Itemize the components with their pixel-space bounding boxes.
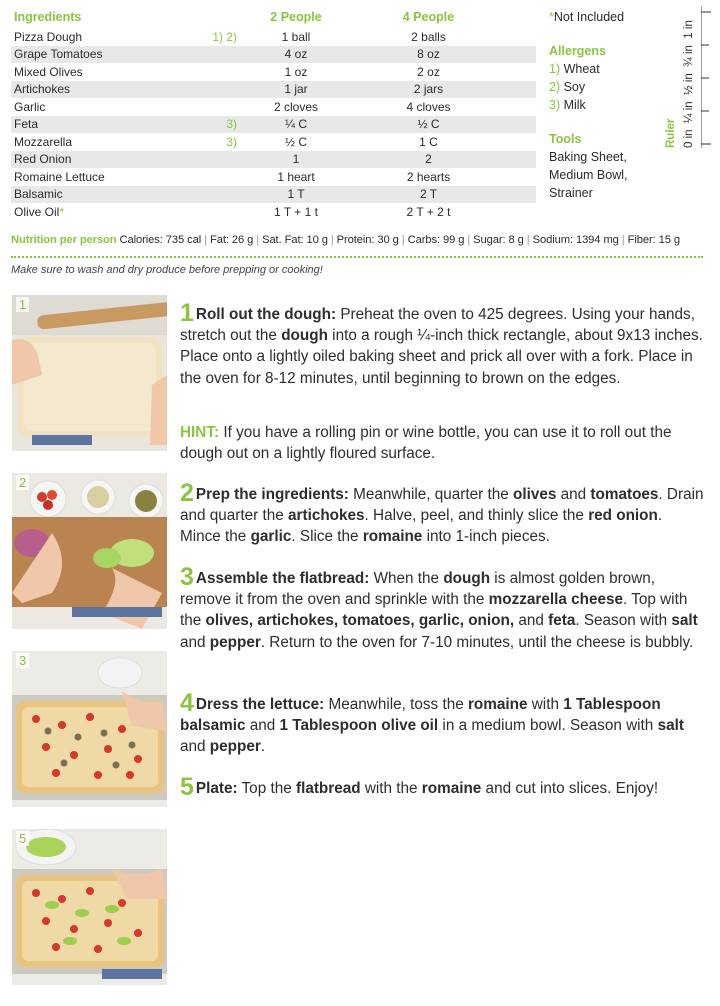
- allergen-item: [549, 96, 669, 114]
- allergen-number: 3): [549, 98, 564, 112]
- step-text: with: [527, 696, 564, 713]
- step-photo-3: [12, 651, 167, 807]
- qty-four-people: 2 T + 2 t: [406, 204, 451, 219]
- step-text: . Mince the: [180, 507, 663, 546]
- step-number: 1: [180, 299, 194, 327]
- step-title: Prep the ingredients:: [195, 486, 349, 503]
- step-emphasis: romaine: [467, 696, 528, 713]
- qty-two-people: 1: [292, 152, 300, 167]
- qty-two-people: 4 oz: [284, 47, 308, 62]
- ingredient-row: [11, 133, 536, 151]
- step-text: into 1-inch pieces.: [422, 528, 550, 546]
- step-emphasis: olives, artichokes, tomatoes, garlic, onion,: [205, 612, 515, 630]
- hint-text: If you have a rolling pin or wine bottle, you can use it to roll out the dough out on a lightly floured surface.: [180, 424, 672, 463]
- step-emphasis: dough: [281, 327, 328, 345]
- ingredient-name: Feta: [14, 117, 39, 132]
- step-text: Meanwhile, quarter the: [348, 486, 514, 503]
- nutrition-separator: |: [204, 234, 207, 246]
- hint-label: HINT:: [180, 424, 220, 441]
- four-people-header: 4 People: [402, 10, 455, 24]
- hint: [180, 422, 705, 464]
- ingredient-rows: [11, 28, 536, 221]
- two-people-header: 2 People: [270, 10, 322, 24]
- step-3: [180, 563, 705, 653]
- nutrition-item: Sugar: 8 g: [473, 234, 524, 246]
- allergen-list: [549, 60, 669, 114]
- ingredient-name: Balsamic: [14, 187, 63, 202]
- ingredient-name: Pizza Dough: [14, 29, 83, 44]
- step-photo-5: [12, 829, 167, 985]
- tools-title: Tools: [549, 132, 582, 146]
- ingredient-row: [11, 81, 536, 99]
- step-emphasis: pepper: [209, 633, 261, 651]
- ingredient-name: Artichokes: [14, 82, 71, 97]
- nutrition-item: Sodium: 1394 mg: [532, 234, 619, 246]
- step-emphasis: tomatoes: [590, 486, 659, 503]
- step-emphasis: feta: [548, 612, 576, 630]
- step-title: Assemble the flatbread:: [195, 570, 370, 587]
- ingredient-row: [11, 98, 536, 116]
- step-text: Preheat the oven to 425 degrees. Using your hands, stretch out the: [180, 306, 695, 345]
- step-text: and: [556, 486, 591, 503]
- qty-four-people: ½ C: [417, 117, 440, 132]
- tool-item: Baking Sheet,: [549, 150, 627, 164]
- step-1: [180, 299, 705, 389]
- qty-two-people: 2 cloves: [273, 99, 319, 114]
- ruler-scale: 0 in ¼ in ½ in ¾ in 1 in: [683, 20, 695, 148]
- not-included-mark: *: [549, 10, 554, 24]
- qty-two-people: 1 ball: [281, 29, 311, 44]
- ingredient-name: Olive Oil*: [14, 204, 65, 219]
- nutrition-separator: |: [526, 234, 530, 246]
- ingredient-allergen: 1) 2): [212, 29, 237, 44]
- qty-four-people: 8 oz: [417, 47, 440, 62]
- photo-number: 3: [16, 653, 29, 668]
- nutrition-label: Nutrition per person: [11, 234, 120, 246]
- nutrition-separator: |: [401, 234, 405, 246]
- not-included-label: Not Included: [553, 10, 625, 24]
- qty-four-people: 4 cloves: [406, 99, 451, 114]
- ingredients-table: [11, 6, 536, 221]
- ruler-label: Ruler: [665, 118, 677, 148]
- photo-number: 2: [16, 475, 29, 490]
- photo-number: 5: [16, 831, 29, 846]
- ingredient-row: [11, 116, 536, 134]
- step-text: is almost golden brown, remove it from the oven and sprinkle with the: [180, 570, 655, 609]
- nutrition-separator: |: [330, 234, 334, 246]
- step-emphasis: salt: [671, 612, 698, 630]
- ingredient-name: Mozzarella: [14, 134, 73, 149]
- step-photo-1: [12, 295, 167, 451]
- allergen-number: 1): [549, 62, 564, 76]
- nutrition-item: Fiber: 15 g: [627, 234, 680, 246]
- nutrition-separator: |: [621, 234, 625, 246]
- step-4: [180, 689, 705, 758]
- side-info: [549, 8, 669, 200]
- step-text: and: [245, 717, 280, 735]
- step-emphasis: dough: [443, 570, 491, 587]
- qty-two-people: 1 oz: [284, 64, 308, 79]
- ingredient-row: [11, 151, 536, 169]
- qty-two-people: 1 heart: [277, 169, 315, 184]
- qty-two-people: ¼ C: [284, 117, 307, 132]
- allergen-name: Wheat: [563, 62, 600, 76]
- step-5: [180, 773, 705, 801]
- ingredient-name: Grape Tomatoes: [14, 47, 103, 62]
- nutrition-item: Protein: 30 g: [336, 234, 399, 246]
- ingredient-row: [11, 168, 536, 186]
- step-title: Plate:: [195, 780, 238, 797]
- step-title: Dress the lettuce:: [195, 696, 325, 713]
- step-text: .: [260, 738, 266, 756]
- ingredients-header: [11, 6, 536, 28]
- wash-note: Make sure to wash and dry produce before prepping or cooking!: [11, 264, 323, 276]
- step-text: . Halve, peel, and thinly slice the: [364, 507, 589, 525]
- allergen-number: 2): [549, 80, 564, 94]
- step-text: and: [180, 633, 210, 651]
- step-emphasis: salt: [657, 717, 684, 735]
- not-included-mark: *: [59, 204, 65, 219]
- step-emphasis: olives: [513, 486, 557, 503]
- step-emphasis: garlic: [250, 528, 292, 546]
- qty-four-people: 2 hearts: [406, 169, 451, 184]
- allergen-item: [549, 78, 669, 96]
- nutrition-separator: |: [467, 234, 471, 246]
- not-included-note: [549, 8, 669, 26]
- step-emphasis: artichokes: [288, 507, 365, 525]
- step-text: . Top with the: [180, 591, 688, 630]
- step-body: [238, 780, 659, 797]
- ingredient-name: Red Onion: [14, 152, 72, 167]
- ingredient-name: Romaine Lettuce: [14, 169, 105, 184]
- step-2: [180, 479, 705, 548]
- nutrition-bar: [11, 234, 711, 246]
- step-text: . Season with: [575, 612, 672, 630]
- tool-item: Medium Bowl, Strainer: [549, 168, 628, 200]
- step-text: and cut into slices. Enjoy!: [481, 780, 659, 797]
- step-number: 5: [180, 773, 194, 801]
- qty-two-people: 1 T: [287, 187, 305, 202]
- qty-four-people: 2: [425, 152, 432, 167]
- ingredient-allergen: 3): [226, 117, 237, 132]
- ingredient-row: [11, 28, 536, 46]
- step-text: with the: [360, 780, 422, 797]
- step-text: . Drain and quarter the: [180, 486, 704, 525]
- step-number: 4: [180, 689, 194, 717]
- step-text: and: [180, 738, 210, 756]
- qty-four-people: 1 C: [419, 134, 438, 149]
- allergens-title: Allergens: [549, 44, 606, 58]
- ruler: [665, 6, 715, 148]
- allergen-name: Milk: [563, 98, 586, 112]
- step-text: . Slice the: [291, 528, 363, 546]
- allergen-name: Soy: [563, 80, 586, 94]
- step-emphasis: pepper: [209, 738, 261, 756]
- step-number: 3: [180, 563, 194, 591]
- ingredient-name: Garlic: [14, 99, 46, 114]
- dotted-divider: [11, 256, 703, 258]
- nutrition-item: Fat: 26 g: [210, 234, 254, 246]
- step-emphasis: romaine: [421, 780, 482, 797]
- nutrition-item: Sat. Fat: 10 g: [262, 234, 328, 246]
- step-emphasis: 1 Tablespoon olive oil: [279, 717, 439, 735]
- ingredient-allergen: 3): [226, 134, 237, 149]
- qty-two-people: 1 T + 1 t: [274, 204, 318, 219]
- ingredient-row: [11, 186, 536, 204]
- photo-number: 1: [16, 297, 29, 312]
- nutrition-separator: |: [256, 234, 260, 246]
- step-photo-2: [12, 473, 167, 629]
- step-text: and: [514, 612, 549, 630]
- ingredient-row: [11, 46, 536, 64]
- step-emphasis: flatbread: [295, 780, 361, 797]
- qty-two-people: ½ C: [284, 134, 307, 149]
- qty-four-people: 2 oz: [417, 64, 440, 79]
- step-text: Meanwhile, toss the: [324, 696, 468, 713]
- ruler-ticks: [701, 6, 713, 148]
- step-emphasis: red onion: [588, 507, 658, 525]
- step-number: 2: [180, 479, 194, 507]
- step-emphasis: 1 Tablespoon balsamic: [180, 696, 661, 735]
- step-text: . Return to the oven for 7-10 minutes, until the cheese is bubbly.: [260, 633, 694, 651]
- qty-four-people: 2 balls: [411, 29, 446, 44]
- ingredient-row: [11, 203, 536, 221]
- step-text: When the: [369, 570, 444, 587]
- step-title: Roll out the dough:: [195, 306, 337, 323]
- step-emphasis: mozzarella cheese: [488, 591, 623, 609]
- step-emphasis: romaine: [362, 528, 423, 546]
- allergen-item: [549, 60, 669, 78]
- step-text: into a rough ¼-inch thick rectangle, about 9x13 inches. Place onto a lightly oiled baking sheet and prick all over with a fork. Place in the oven for 8-12 minutes, until beginning to brown on the edges.: [180, 327, 703, 387]
- step-text: in a medium bowl. Season with: [438, 717, 658, 735]
- ingredient-row: [11, 63, 536, 81]
- nutrition-item: Calories: 735 cal: [119, 234, 202, 246]
- nutrition-item: Carbs: 99 g: [407, 234, 465, 246]
- ingredients-title: Ingredients: [14, 10, 82, 24]
- qty-four-people: 2 jars: [413, 82, 444, 97]
- qty-four-people: 2 T: [419, 187, 438, 202]
- qty-two-people: 1 jar: [284, 82, 308, 97]
- ingredient-name: Mixed Olives: [14, 64, 83, 79]
- step-text: Top the: [237, 780, 296, 797]
